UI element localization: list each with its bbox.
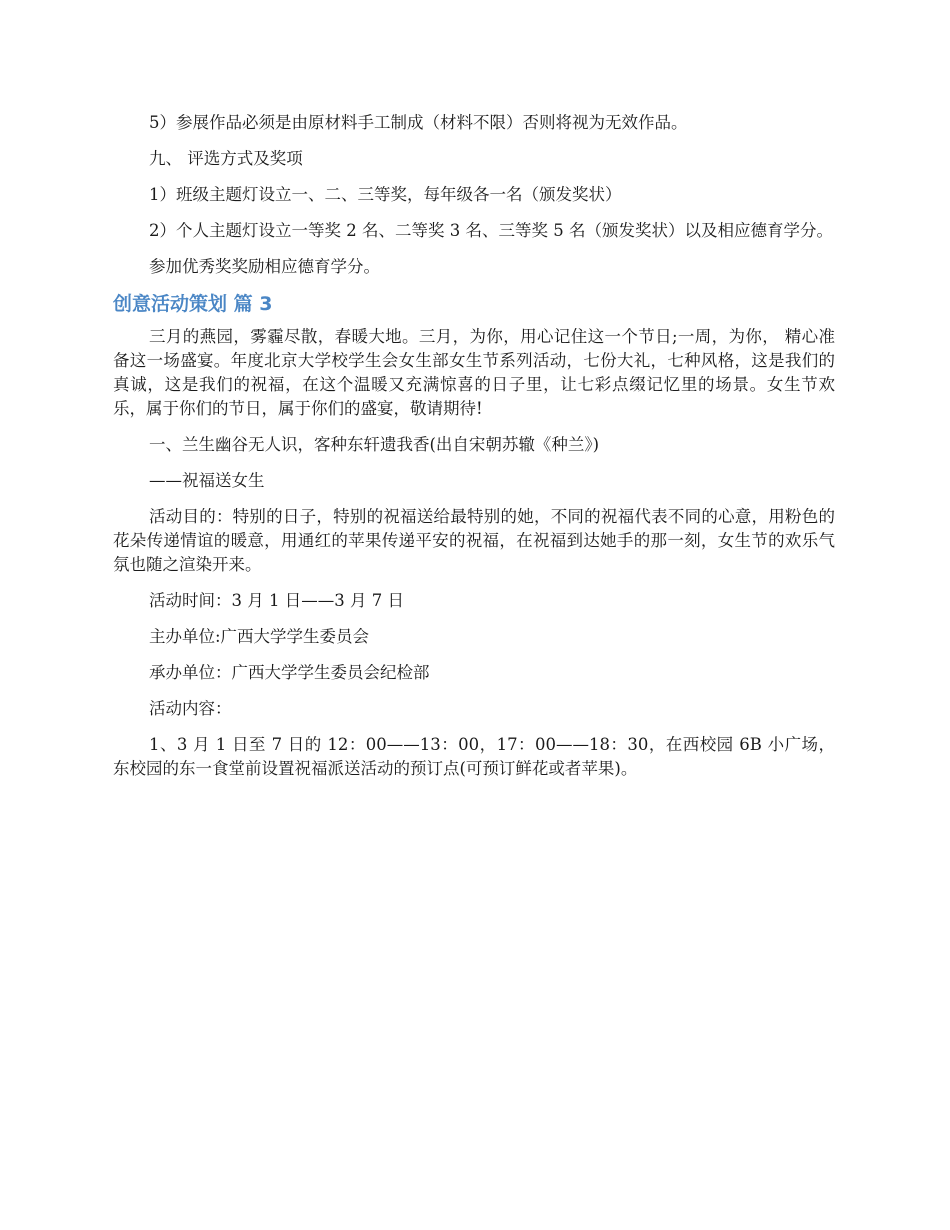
paragraph-co-organizer: 承办单位：广西大学学生委员会纪检部 [149,663,430,682]
paragraph-activity-content-item-1: 1、3 月 1 日至 7 日的 12：00——13：00，17：00——18：30，在西校园 6B 小广场，东校园的东一食堂前设置祝福派送活动的预订点(可预订鲜花或者苹果)。 [113,735,835,778]
paragraph-activity-one-subtitle: ——祝福送女生 [149,471,265,490]
section-title-evaluation: 九、 评选方式及奖项 [149,149,303,168]
paragraph-activity-time: 活动时间：3 月 1 日——3 月 7 日 [149,591,404,610]
paragraph-individual-award: 2）个人主题灯设立一等奖 2 名、二等奖 3 名、三等奖 5 名（颁发奖状）以及相应德育学分。 [149,221,833,240]
paragraph-rule-5: 5）参展作品必须是由原材料手工制成（材料不限）否则将视为无效作品。 [149,113,688,132]
paragraph-class-award: 1）班级主题灯设立一、二、三等奖，每年级各一名（颁发奖状） [149,185,622,204]
paragraph-activity-one-title: 一、兰生幽谷无人识，客种东轩遗我香(出自宋朝苏辙《种兰》) [149,435,600,454]
paragraph-organizer: 主办单位:广西大学学生委员会 [149,627,370,646]
paragraph-excellence-award: 参加优秀奖奖励相应德育学分。 [149,257,380,276]
paragraph-intro: 三月的燕园，雾霾尽散，春暖大地。三月，为你，用心记住这一个节日;一周，为你， 精心准备这一场盛宴。年度北京大学校学生会女生部女生节系列活动，七份大礼，七种风格，这是我们的真诚，这是我们的祝福，在这个温暖又充满惊喜的日子里，让七彩点缀记忆里的场景。女生节欢乐，属于你们的节日，属于你们的盛宴，敬请期待! [113,327,835,418]
document-body [113,111,835,793]
paragraph-activity-content-label: 活动内容： [149,699,232,718]
paragraph-activity-purpose: 活动目的：特别的日子，特别的祝福送给最特别的她，不同的祝福代表不同的心意，用粉色的花朵传递情谊的暖意，用通红的苹果传递平安的祝福，在祝福到达她手的那一刻，女生节的欢乐气氛也随之渲染开来。 [113,507,835,574]
article-heading: 创意活动策划 篇 3 [113,293,273,315]
